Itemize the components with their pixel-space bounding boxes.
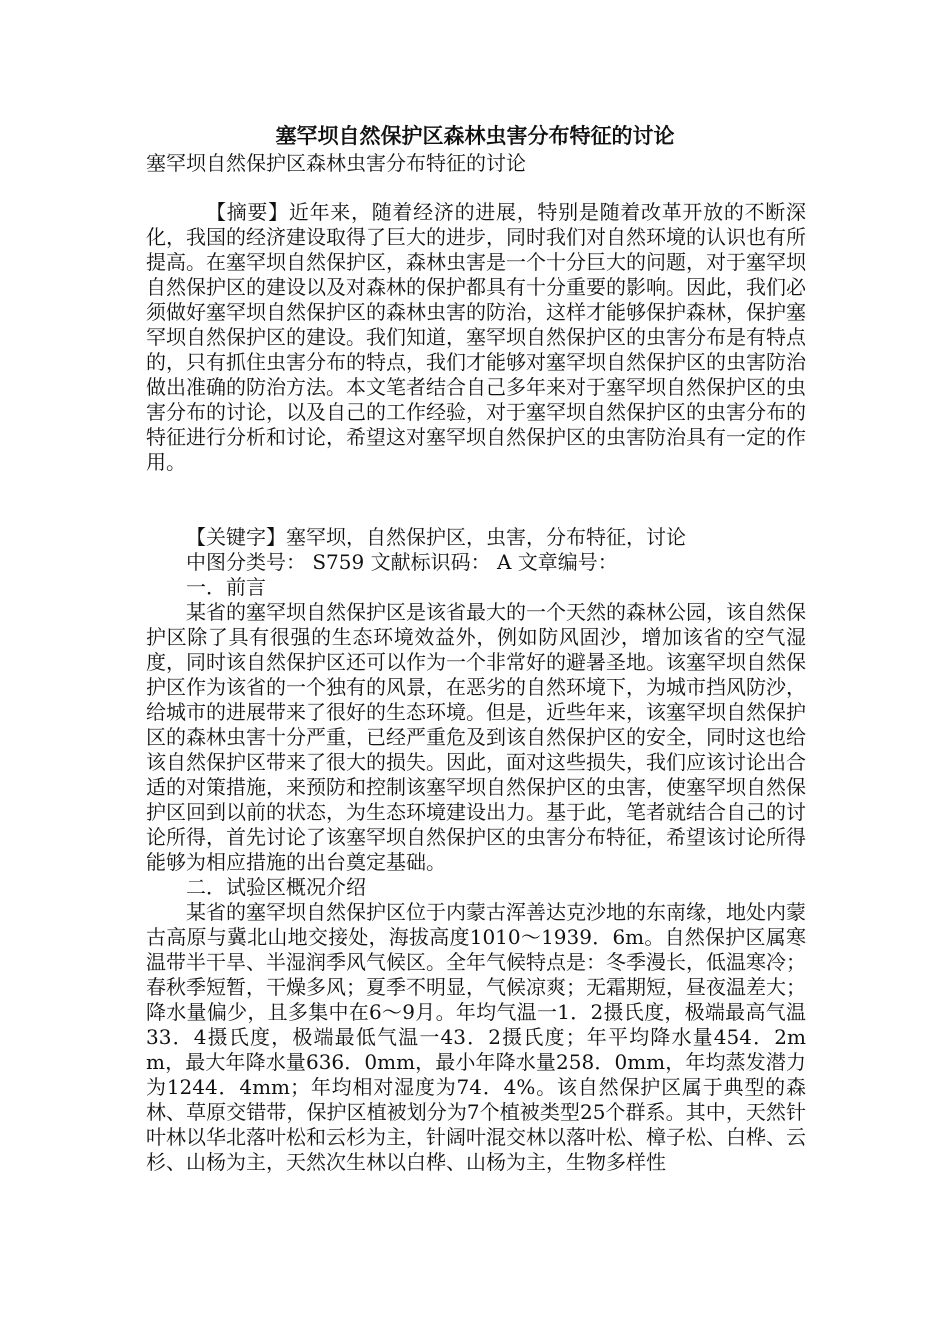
abstract-paragraph: 【摘要】近年来，随着经济的进展，特别是随着改革开放的不断深化，我国的经济建设取得了巨大的进步，同时我们对自然环境的认识也有所提高。在塞罕坝自然保护区，森林虫害是一个十分巨大的问题，对于塞罕坝自然保护区的建设以及对森林的保护都具有十分重要的影响。因此，我们必须做好塞罕坝自然保护区的森林虫害的防治，这样才能够保护森林，保护塞罕坝自然保护区的建设。我们知道，塞罕坝自然保护区的虫害分布是有特点的，只有抓住虫害分布的特点，我们才能够对塞罕坝自然保护区的虫害防治做出准确的防治方法。本文笔者结合自己多年来对于塞罕坝自然保护区的虫害分布的讨论，以及自己的工作经验，对于塞罕坝自然保护区的虫害分布的特征进行分析和讨论，希望这对塞罕坝自然保护区的虫害防治具有一定的作用。: [146, 200, 806, 474]
document-subtitle: 塞罕坝自然保护区森林虫害分布特征的讨论: [146, 151, 526, 175]
document-title: 塞罕坝自然保护区森林虫害分布特征的讨论: [275, 124, 675, 148]
main-content: [146, 525, 806, 1175]
section-heading-overview: 二．试验区概况介绍: [186, 875, 366, 899]
classification-line: 中图分类号： S759 文献标识码： A 文章编号：: [186, 550, 618, 574]
overview-paragraph: 某省的塞罕坝自然保护区位于内蒙古浑善达克沙地的东南缘，地处内蒙古高原与冀北山地交接处，海拔高度1010～1939．6m。自然保护区属寒温带半干旱、半湿润季风气候区。全年气候特点是：冬季漫长，低温寒冷；春秋季短暂，干燥多风；夏季不明显，气候凉爽；无霜期短，昼夜温差大；降水量偏少，且多集中在6～9月。年均气温一1．2摄氏度，极端最高气温33．4摄氏度，极端最低气温一43．2摄氏度；年平均降水量454．2mm，最大年降水量636．0mm，最小年降水量258．0mm，年均蒸发潜力为1244．4mm；年均相对湿度为74．4%。该自然保护区属于典型的森林、草原交错带，保护区植被划分为7个植被类型25个群系。其中，天然针叶林以华北落叶松和云杉为主，针阔叶混交林以落叶松、樟子松、白桦、云杉、山杨为主，天然次生林以白桦、山杨为主，生物多样性: [146, 900, 806, 1174]
intro-paragraph: 某省的塞罕坝自然保护区是该省最大的一个天然的森林公园，该自然保护区除了具有很强的生态环境效益外，例如防风固沙，增加该省的空气湿度，同时该自然保护区还可以作为一个非常好的避暑圣地。该塞罕坝自然保护区作为该省的一个独有的风景，在恶劣的自然环境下，为城市挡风防沙，给城市的进展带来了很好的生态环境。但是，近些年来，该塞罕坝自然保护区的森林虫害十分严重，已经严重危及到该自然保护区的安全，同时这也给该自然保护区带来了很大的损失。因此，面对这些损失，我们应该讨论出合适的对策措施，来预防和控制该塞罕坝自然保护区的虫害，使塞罕坝自然保护区回到以前的状态，为生态环境建设出力。基于此，笔者就结合自己的讨论所得，首先讨论了该塞罕坝自然保护区的虫害分布特征，希望该讨论所得能够为相应措施的出台奠定基础。: [146, 600, 806, 874]
section-heading-intro: 一．前言: [186, 575, 266, 599]
keywords-line: 【关键字】塞罕坝，自然保护区，虫害，分布特征，讨论: [186, 525, 686, 549]
